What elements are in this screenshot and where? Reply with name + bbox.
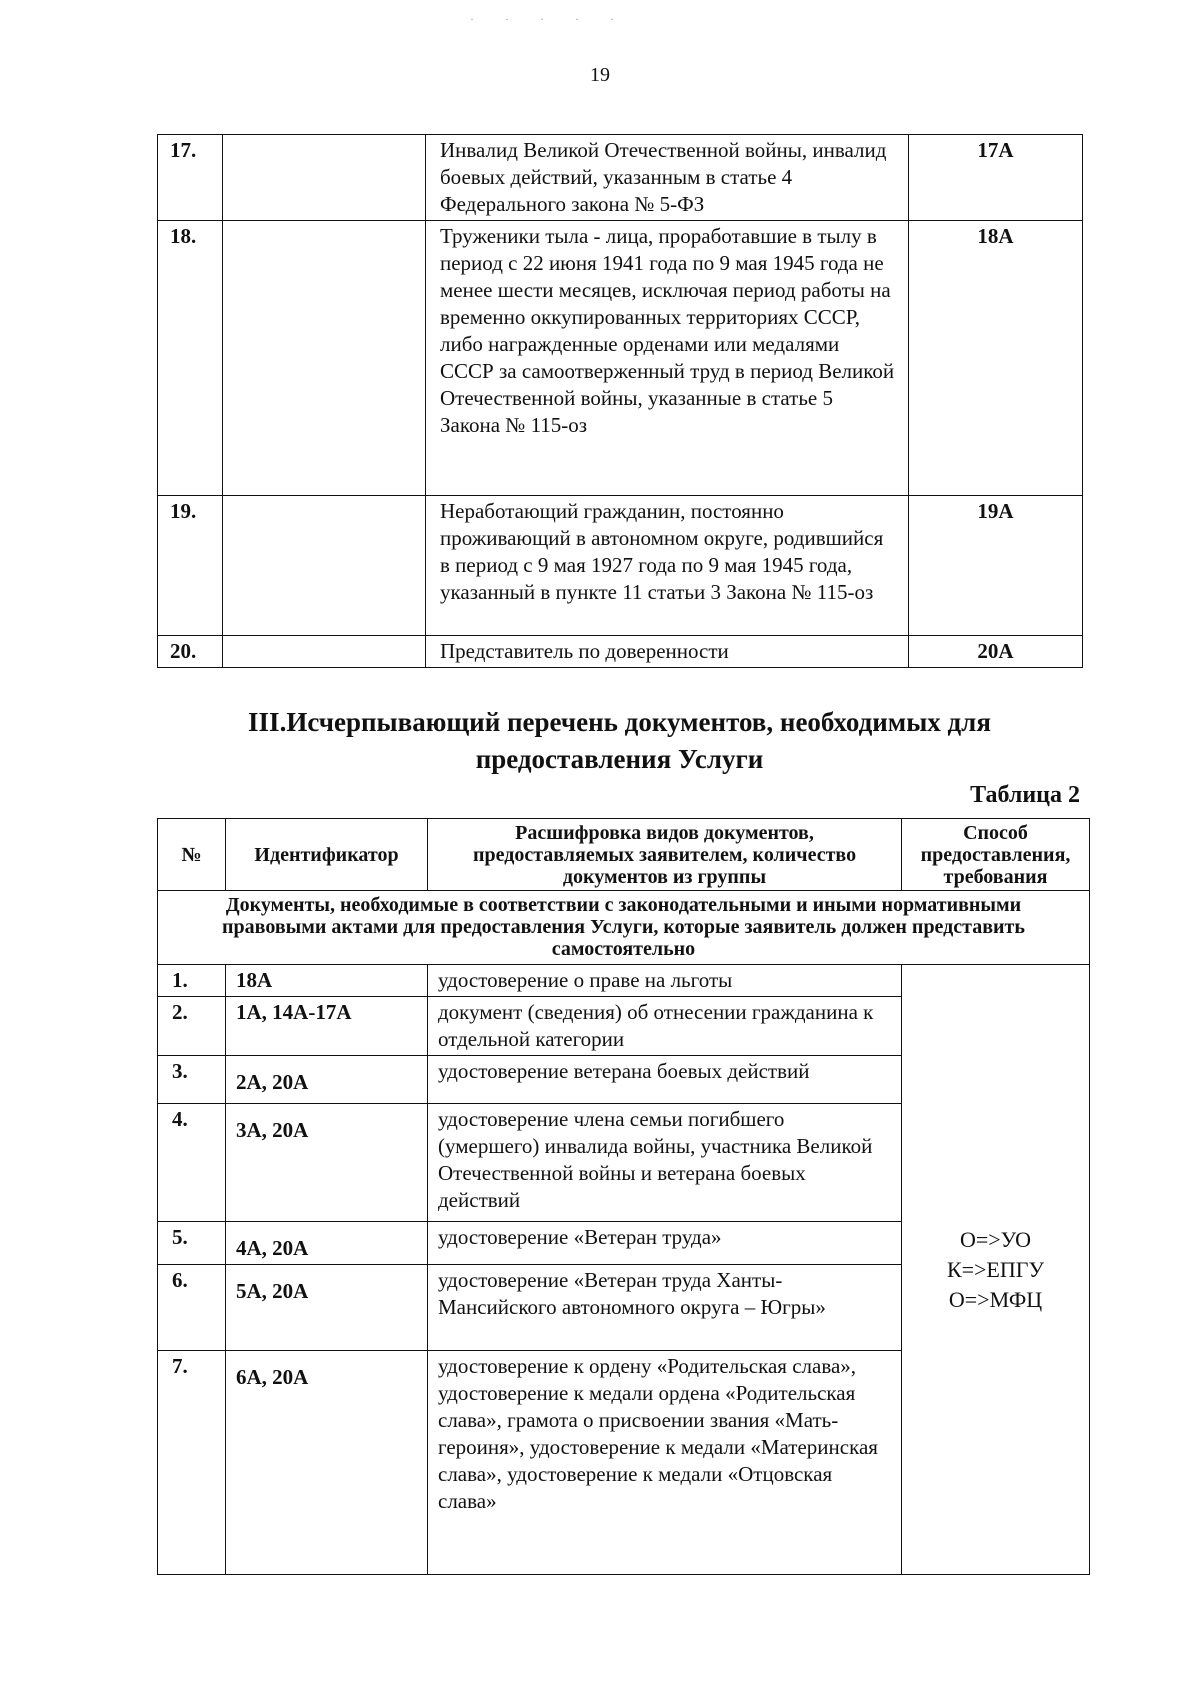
row-identifier: 5А, 20А <box>226 1265 428 1351</box>
category-code: 17А <box>909 135 1083 221</box>
table-header-row <box>158 819 1090 891</box>
documents-table <box>157 818 1090 1575</box>
table-row <box>158 221 1083 496</box>
row-identifier: 6А, 20А <box>226 1351 428 1575</box>
row-number: 2. <box>158 997 226 1056</box>
method-line: К=>ЕПГУ <box>946 1256 1045 1282</box>
header-identifier: Идентификатор <box>226 819 428 891</box>
row-description: удостоверение «Ветеран труда Ханты-Мансийского автономного округа – Югры» <box>428 1265 902 1351</box>
row-number: 19. <box>158 496 223 636</box>
row-description: удостоверение «Ветеран труда» <box>428 1222 902 1265</box>
row-description: удостоверение к ордену «Родительская слава», удостоверение к медали ордена «Родительская слава», грамота о присвоении звания «Мать-героиня», удостоверение к медали «Материнская слава», удостоверение к медали «Отцовская слава» <box>428 1351 902 1575</box>
group-header-row <box>158 891 1090 965</box>
category-description: Представитель по доверенности <box>426 636 909 668</box>
row-number: 5. <box>158 1222 226 1265</box>
header-description: Расшифровка видов документов, предоставляемых заявителем, количество документов из группы <box>428 819 902 891</box>
empty-cell <box>223 496 426 636</box>
row-number: 18. <box>158 221 223 496</box>
beneficiary-categories-table <box>157 134 1083 668</box>
empty-cell <box>223 135 426 221</box>
section-title: III.Исчерпывающий перечень документов, необходимых для предоставления Услуги <box>248 707 991 774</box>
row-description: документ (сведения) об отнесении гражданина к отдельной категории <box>428 997 902 1056</box>
category-description: Инвалид Великой Отечественной войны, инвалид боевых действий, указанным в статье 4 Федерального закона № 5-ФЗ <box>426 135 909 221</box>
table-row <box>158 496 1083 636</box>
category-code: 18А <box>909 221 1083 496</box>
empty-cell <box>223 636 426 668</box>
row-identifier: 1А, 14А-17А <box>226 997 428 1056</box>
header-method: Способ предоставления, требования <box>902 819 1090 891</box>
row-description: удостоверение о праве на льготы <box>428 965 902 997</box>
row-identifier: 4А, 20А <box>226 1222 428 1265</box>
scan-noise: · · · · · <box>470 12 628 26</box>
table-row <box>158 965 1090 997</box>
table-caption: Таблица 2 <box>970 782 1080 808</box>
row-number: 6. <box>158 1265 226 1351</box>
row-description: удостоверение ветерана боевых действий <box>428 1056 902 1104</box>
row-number: 1. <box>158 965 226 997</box>
group-header: Документы, необходимые в соответствии с законодательными и иными нормативными правовыми актами для предоставления Услуги, которые заявитель должен представить самостоятельно <box>158 891 1090 965</box>
row-identifier: 3А, 20А <box>226 1104 428 1222</box>
category-description: Неработающий гражданин, постоянно проживающий в автономном округе, родившийся в период с 9 мая 1927 года по 9 мая 1945 года, указанный в пункте 11 статьи 3 Закона № 115-оз <box>426 496 909 636</box>
row-description: удостоверение члена семьи погибшего (умершего) инвалида войны, участника Великой Отечественной войны и ветерана боевых действий <box>428 1104 902 1222</box>
category-code: 19А <box>909 496 1083 636</box>
category-code: 20А <box>909 636 1083 668</box>
empty-cell <box>223 221 426 496</box>
method-line: О=>МФЦ <box>948 1286 1043 1312</box>
category-description: Труженики тыла - лица, проработавшие в тылу в период с 22 июня 1941 года по 9 мая 1945 года не менее шести месяцев, исключая период работы на временно оккупированных территориях СССР, либо награжденные орденами или медалями СССР за самоотверженный труд в период Великой Отечественной войны, указанные в статье 5 Закона № 115-оз <box>426 221 909 496</box>
header-num: № <box>158 819 226 891</box>
row-number: 7. <box>158 1351 226 1575</box>
delivery-method-cell <box>902 965 1090 1575</box>
row-number: 3. <box>158 1056 226 1104</box>
row-number: 4. <box>158 1104 226 1222</box>
table-row <box>158 636 1083 668</box>
row-identifier: 2А, 20А <box>226 1056 428 1104</box>
table-row <box>158 135 1083 221</box>
method-line: О=>УО <box>959 1226 1032 1252</box>
row-identifier: 18А <box>226 965 428 997</box>
page-number: 19 <box>590 64 610 86</box>
row-number: 17. <box>158 135 223 221</box>
row-number: 20. <box>158 636 223 668</box>
